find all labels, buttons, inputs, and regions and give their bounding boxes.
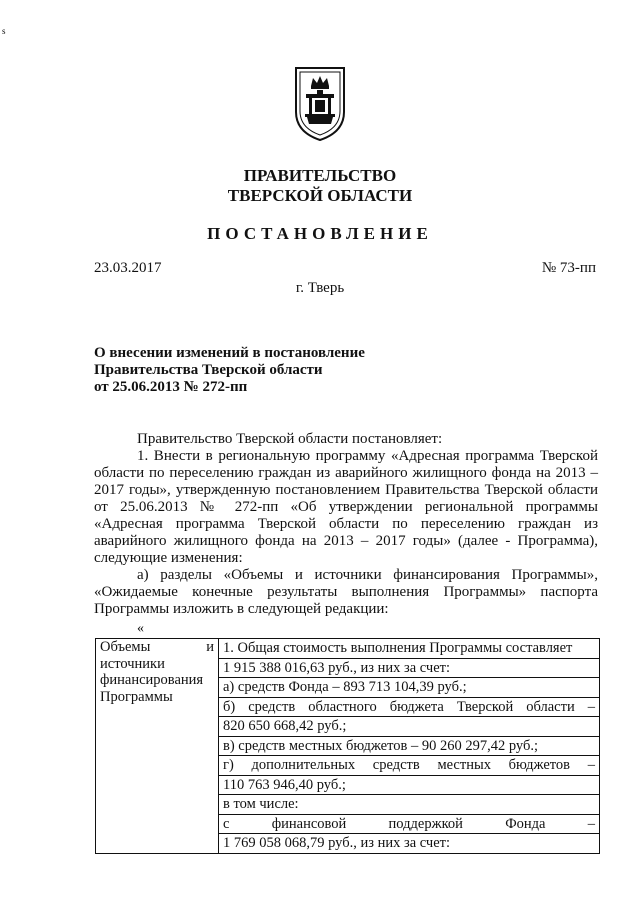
- label-line: источники: [100, 655, 165, 672]
- body-line: «Ожидаемые конечные результаты выполнения Программы» паспорта: [94, 584, 598, 600]
- subject-line: О внесении изменений в постановление: [94, 345, 365, 361]
- body-line: Программы изложить в следующей редакции:: [94, 601, 389, 617]
- label-line: Программы: [100, 688, 173, 705]
- financing-label-cell: [96, 639, 219, 854]
- label-line: финансирования: [100, 672, 204, 688]
- document-city: г. Тверь: [295, 280, 345, 296]
- financing-row: 1 915 388 016,63 руб., из них за счет:: [219, 658, 600, 678]
- financing-row: в том числе:: [219, 795, 600, 815]
- financing-row: г) дополнительных средств местных бюджетов –: [219, 756, 600, 776]
- body-line: следующие изменения:: [94, 550, 243, 566]
- body-line: области по переселению граждан из аварийного жилищного фонда на 2013 –: [94, 465, 598, 481]
- financing-row: а) средств Фонда – 893 713 104,39 руб.;: [219, 678, 600, 698]
- subject-line: от 25.06.2013 № 272-пп: [94, 379, 248, 395]
- document-date: 23.03.2017: [94, 260, 162, 276]
- document-body: [94, 431, 598, 618]
- body-line: 2017 годы», утвержденную постановлением Правительства Тверской области: [94, 482, 598, 498]
- body-line: от 25.06.2013 № 272-пп «Об утверждении региональной программы: [94, 499, 598, 515]
- region-title: ТВЕРСКОЙ ОБЛАСТИ: [227, 186, 413, 205]
- subject-line: Правительства Тверской области: [94, 362, 323, 378]
- document-type: ПОСТАНОВЛЕНИЕ: [207, 224, 433, 243]
- financing-table: [95, 638, 600, 854]
- scan-mark: s: [2, 26, 6, 36]
- financing-row: 110 763 946,40 руб.;: [219, 775, 600, 795]
- quote-mark: «: [137, 621, 144, 636]
- body-line: 1. Внести в региональную программу «Адресная программа Тверской: [137, 448, 598, 464]
- body-line: а) разделы «Объемы и источники финансирования Программы»,: [137, 567, 598, 583]
- financing-row: в) средств местных бюджетов – 90 260 297,42 руб.;: [219, 736, 600, 756]
- financing-row: б) средств областного бюджета Тверской области –: [219, 697, 600, 717]
- resolution-intro: Правительство Тверской области постановляет:: [137, 431, 443, 447]
- body-line: аварийного жилищного фонда на 2013 – 2017 годы» (далее - Программа),: [94, 533, 598, 549]
- label-line: Объемы и: [100, 639, 214, 655]
- document-subject: [94, 345, 365, 396]
- financing-row: 820 650 668,42 руб.;: [219, 717, 600, 737]
- financing-row: 1. Общая стоимость выполнения Программы составляет: [219, 639, 600, 659]
- government-title: ПРАВИТЕЛЬСТВО: [243, 166, 397, 185]
- body-line: «Адресная программа Тверской области по переселению граждан из: [94, 516, 598, 532]
- financing-row: 1 769 058 068,79 руб., из них за счет:: [219, 834, 600, 854]
- document-number: № 73-пп: [541, 260, 596, 276]
- coat-of-arms-emblem: [293, 66, 347, 142]
- financing-row: с финансовой поддержкой Фонда –: [219, 814, 600, 834]
